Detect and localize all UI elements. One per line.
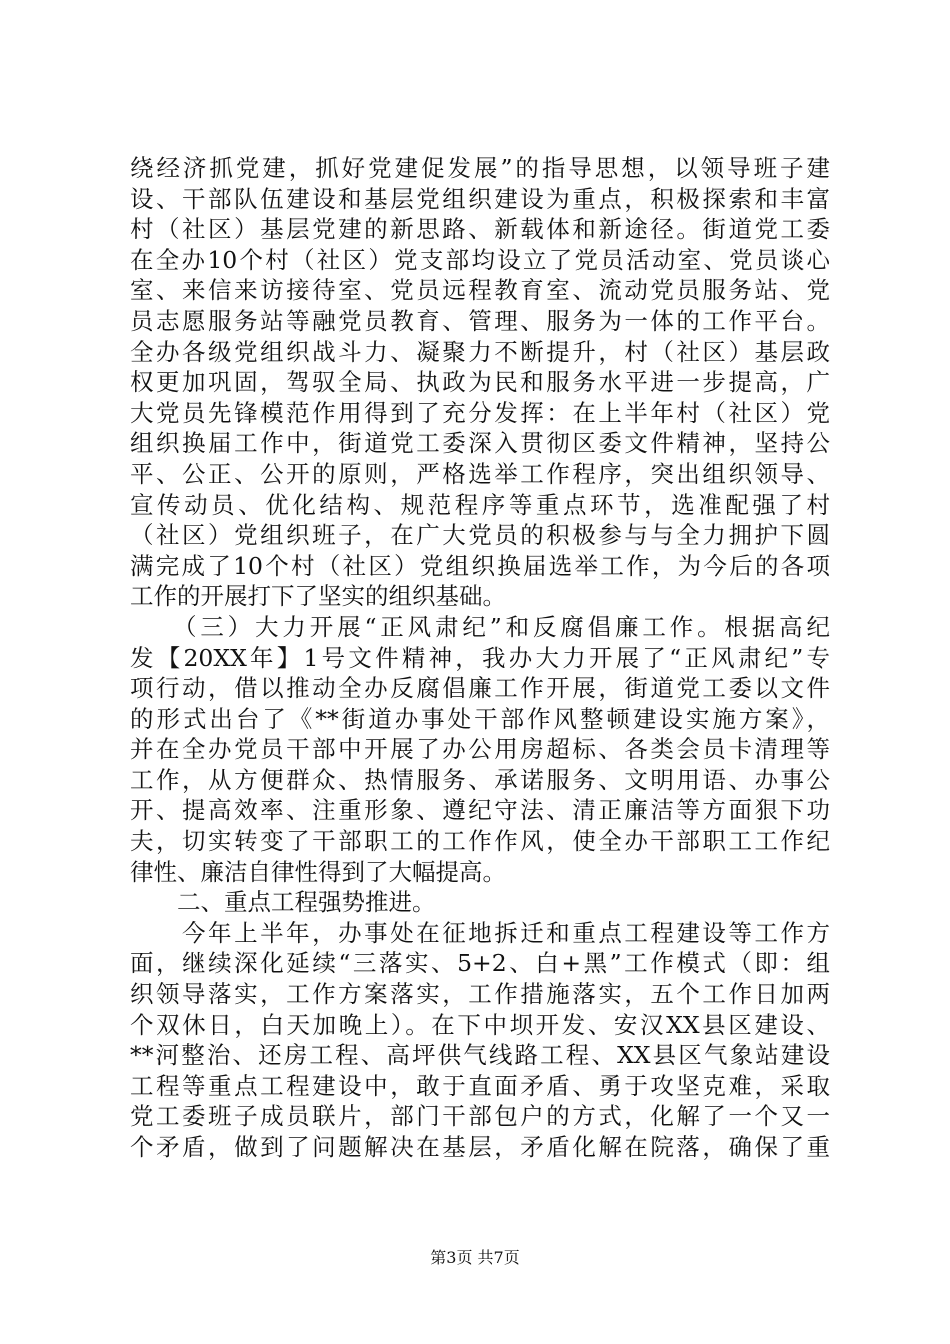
text-line: 开、提高效率、注重形象、遵纪守法、清正廉洁等方面狠下功: [130, 796, 830, 825]
text-line: 组织换届工作中，街道党工委深入贯彻区委文件精神，坚持公: [130, 429, 830, 458]
text-line: 员志愿服务站等融党员教育、管理、服务为一体的工作平台。: [130, 306, 830, 335]
text-line: 全办各级党组织战斗力、凝聚力不断提升，村（社区）基层政: [130, 337, 830, 366]
text-line: 并在全办党员干部中开展了办公用房超标、各类会员卡清理等: [130, 735, 830, 764]
text-line: 织领导落实，工作方案落实，工作措施落实，五个工作日加两: [130, 980, 830, 1009]
text-line: 发【20XX年】1号文件精神，我办大力开展了“正风肃纪”专: [130, 643, 830, 672]
text-line: 项行动，借以推动全办反腐倡廉工作开展，街道党工委以文件: [130, 674, 830, 703]
text-line: 在全办10个村（社区）党支部均设立了党员活动室、党员谈心: [130, 245, 830, 274]
text-line: （社区）党组织班子，在广大党员的积极参与与全力拥护下圆: [130, 521, 830, 550]
text-line: 个矛盾，做到了问题解决在基层，矛盾化解在院落，确保了重: [130, 1133, 830, 1161]
text-line: 工作，从方便群众、热情服务、承诺服务、文明用语、办事公: [130, 765, 830, 794]
text-line: 二、重点工程强势推进。: [130, 888, 436, 917]
text-line: 律性、廉洁自律性得到了大幅提高。: [130, 857, 506, 886]
text-line: 村（社区）基层党建的新思路、新载体和新途径。街道党工委: [130, 215, 830, 244]
text-line: 绕经济抓党建，抓好党建促发展”的指导思想，以领导班子建: [130, 154, 830, 182]
text-line: 工程等重点工程建设中，敢于直面矛盾、勇于攻坚克难，采取: [130, 1071, 830, 1100]
text-line: 平、公正、公开的原则，严格选举工作程序，突出组织领导、: [130, 459, 830, 488]
text-line: （三）大力开展“正风肃纪”和反腐倡廉工作。根据高纪: [130, 612, 830, 641]
text-line: **河整治、还房工程、高坪供气线路工程、XX县区气象站建设: [130, 1041, 830, 1070]
body-text: [130, 153, 830, 1163]
text-line: 设、干部队伍建设和基层党组织建设为重点，积极探索和丰富: [130, 184, 830, 213]
text-line: 面，继续深化延续“三落实、5+2、白+黑”工作模式（即：组: [130, 949, 830, 978]
text-line: 满完成了10个村（社区）党组织换届选举工作，为今后的各项: [130, 551, 830, 580]
text-line: 的形式出台了《**街道办事处干部作风整顿建设实施方案》，: [130, 704, 830, 733]
text-line: 个双休日，白天加晚上）。在下中坝开发、安汉XX县区建设、: [130, 1010, 830, 1039]
text-line: 党工委班子成员联片，部门干部包户的方式，化解了一个又一: [130, 1102, 830, 1131]
text-line: 大党员先锋模范作用得到了充分发挥：在上半年村（社区）党: [130, 398, 830, 427]
text-line: 权更加巩固，驾驭全局、执政为民和服务水平进一步提高，广: [130, 368, 830, 397]
text-line: 工作的开展打下了坚实的组织基础。: [130, 582, 506, 611]
text-line: 宣传动员、优化结构、规范程序等重点环节，选准配强了村: [130, 490, 830, 519]
text-line: 室、来信来访接待室、党员远程教育室、流动党员服务站、党: [130, 276, 830, 305]
page-footer: 第3页 共7页: [430, 1248, 520, 1267]
text-line: 今年上半年，办事处在征地拆迁和重点工程建设等工作方: [130, 918, 830, 947]
text-line: 夫，切实转变了干部职工的工作作风，使全办干部职工工作纪: [130, 827, 830, 856]
